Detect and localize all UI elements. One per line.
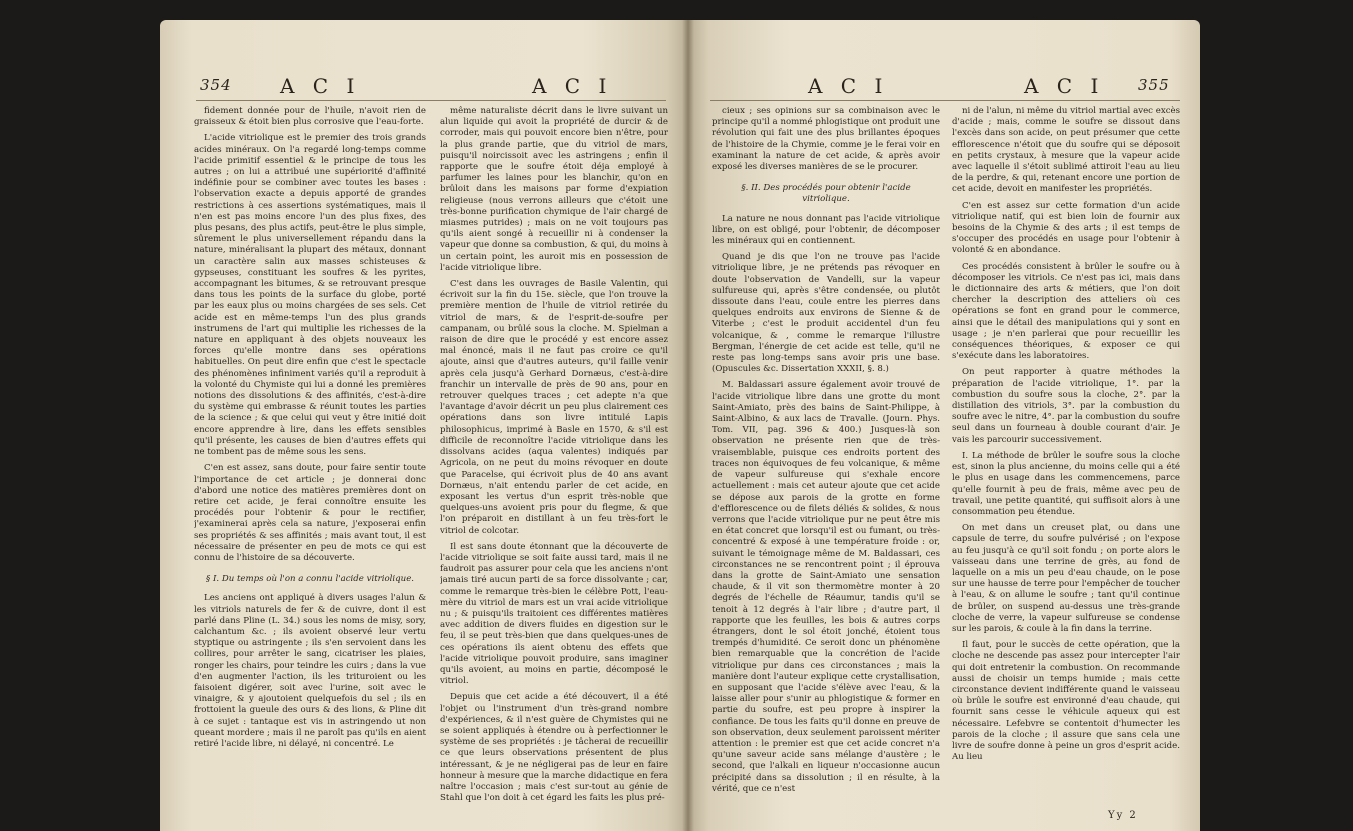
paragraph: Depuis que cet acide a été découvert, il a été l'objet ou l'instrument d'un très-grand nombre d'expériences, & il n'est guère de Chymistes qui ne se soient appliqués à étendre ou à perfectionner le système de ses propriétés : je tâcherai de recueillir ce que leurs observations présentent de plus intéressant, & je ne négligerai pas de leur en faire honneur à mesure que la marche didactique en fera naître l'occasion ; mais c'est sur-tout au génie de Stahl que l'on doit à cet égard les faits les plus pré- xyxy=(440,692,668,804)
section-heading: §. II. Des procédés pour obtenir l'acide vitriolique. xyxy=(741,183,911,205)
running-header: A C I xyxy=(532,74,613,98)
paragraph: cieux ; ses opinions sur sa combinaison avec le principe qu'il a nommé phlogistique ont produit une révolution qui fait une des plus brillantes époques de l'histoire de la Chymie, comme je le ferai voir en examinant la nature de cet acide, & après avoir exposé les diverses manières de se le procurer. xyxy=(712,106,940,173)
paragraph: On peut rapporter à quatre méthodes la préparation de l'acide vitriolique, 1°. par la combustion du soufre sous la cloche, 2°. par la distillation des vitriols, 3°. par la combustion du soufre avec le nitre, 4°. par la combustion du soufre seul dans un fourneau à double courant d'air. Je vais les parcourir successivement. xyxy=(952,367,1180,445)
open-book xyxy=(160,20,1200,831)
paragraph: M. Baldassari assure également avoir trouvé de l'acide vitriolique libre dans une grotte du mont Saint-Amiato, près des bains de Saint-Philippe, à Saint-Albino, & aux lacs de Travalle. (Journ. Phys. Tom. VII, pag. 396 & 400.) Jusques-là son observation ne présente rien que de très-vraisemblable, puisque ces endroits portent des traces non équivoques de feu volcanique, & même de vapeur sulfureuse qui s'exhale encore actuellement : mais cet auteur ajoute que cet acide se dépose aux parois de la grotte en forme d'efflorescence ou de filets déliés & solides, & nous verrons que l'acide vitriolique pur ne peut être mis en état concret que lorsqu'il est ou fumant, ou très-concentré & exposé à une température froide : or, suivant le témoignage même de M. Baldassari, ces circonstances ne se rencontrent point ; il éprouva dans la grotte de Saint-Amiato une sensation chaude, & il vit son thermomètre monter à 20 degrés de l'échelle de Réaumur, tandis qu'il se tenoit à 12 degrés à l'air libre ; d'autre part, il rapporte que les feuilles, les bois & autres corps étrangers, dont le sol étoit jonché, étoient tous trempés d'humidité. Ce seroit donc un phénomène bien remarquable que la concrétion de l'acide vitriolique pur dans ces circonstances ; mais la manière dont l'auteur explique cette crystallisation, en supposant que l'acide s'élève avec l'eau, & la laisse aller pour s'unir au phlogistique & former en partie du soufre, est peu propre à inspirer la confiance. De tous les faits qu'il donne en preuve de son observation, deux seulement paroissent mériter attention : le premier est que cet acide concret n'a qu'une saveur acide sans mélange d'austère ; le second, que l'alkali en liqueur n'occasionne aucun précipité dans sa dissolution ; il en résulte, à la vérité, que ce n'est xyxy=(712,380,940,794)
paragraph: ni de l'alun, ni même du vitriol martial avec excès d'acide ; mais, comme le soufre se dissout dans l'excès dans son acide, on peut présumer que cette efflorescence n'étoit que du soufre qui se déposoit en petits crystaux, à mesure que la vapeur acide avec laquelle il s'étoit sublimé attiroit l'eau au lieu de la perdre, & qui, retenant encore une portion de cet acide, devoit en manifester les propriétés. xyxy=(952,106,1180,195)
page-number: 354 xyxy=(200,76,232,94)
paragraph: Quand je dis que l'on ne trouve pas l'acide vitriolique libre, je ne prétends pas révoquer en doute l'observation de Vandelli, sur la vapeur sulfureuse qui, après s'être condensée, ou plutôt dissoute dans l'eau, coule entre les pierres dans quelques endroits aux environs de Sienne & de Viterbe ; c'est le produit accidentel d'un feu volcanique, & , comme le remarque l'illustre Bergman, l'énergie de cet acide est telle, qu'il ne reste pas long-temps sans avoir pris une base. (Opuscules &c. Dissertation XXXII, §. 8.) xyxy=(712,252,940,375)
paragraph: C'en est assez, sans doute, pour faire sentir toute l'importance de cet article ; je donnerai donc d'abord une notice des matières premières dont on retire cet acide, je ferai connoître ensuite les procédés pour l'obtenir & pour le rectifier, j'examinerai après cela sa nature, j'exposerai enfin ses propriétés & ses affinités ; mais avant tout, il est nécessaire de présenter en peu de mots ce qui est connu de l'histoire de sa découverte. xyxy=(194,463,426,563)
paragraph: Ces procédés consistent à brûler le soufre ou à décomposer les vitriols. Ce n'est pas ici, mais dans le dictionnaire des arts & métiers, que l'on doit chercher la description des atteliers où ces opérations se font en grand pour le commerce, ainsi que le détail des manipulations qui y sont en usage ; je n'en parlerai que pour recueillir les conséquences théoriques, & exposer ce qui s'exécute dans les laboratoires. xyxy=(952,261,1180,362)
book-spine xyxy=(682,20,694,831)
paragraph: Les anciens ont appliqué à divers usages l'alun & les vitriols naturels de fer & de cuivre, dont il est parlé dans Pline (L. 34.) sous les noms de misy, sory, calchantum &c. ; ils avoient observé leur vertu styptique ou astringente ; ils s'en servoient dans les collires, pour arrêter le sang, cicatriser les plaies, ronger les chairs, pour teindre les cuirs ; dans la vue d'en augmenter l'action, ils les trituroient ou les faisoient digérer, soit avec l'urine, soit avec le vinaigre, & y ajoutoient quelquefois du sel ; ils en frottoient la gueule des ours & des lions, & Pline dit à ce sujet : tantaque est vis in astringendo ut non queant mordere ; mais il ne paroît pas qu'ils en aient retiré l'acide libre, ni délayé, ni concentré. Le xyxy=(194,593,426,749)
header-rule xyxy=(710,100,1180,101)
signature-mark: Yy 2 xyxy=(1108,810,1138,821)
paragraph: On met dans un creuset plat, ou dans une capsule de terre, du soufre pulvérisé ; on l'expose au feu jusqu'à ce qu'il soit fondu ; on porte alors le vaisseau dans une terrine de grès, au fond de laquelle on a mis un peu d'eau chaude, on le pose sur une hausse de terre pour l'empêcher de toucher à l'eau, & on allume le soufre ; tant qu'il continue de brûler, on suspend au-dessus une très-grande cloche de verre, la vapeur sulfureuse se condense sur les parois, & coule à la fin dans la terrine. xyxy=(952,523,1180,634)
right-page xyxy=(688,20,1200,831)
text-column-1 xyxy=(194,106,426,755)
paragraph: Il faut, pour le succès de cette opération, que la cloche ne descende pas assez pour intercepter l'air qui doit entretenir la combustion. On recommande aussi de choisir un temps humide ; mais cette circonstance devient indifférente quand le vaisseau où brûle le soufre est environné d'eau chaude, qui fournit sans cesse le véhicule aqueux qui est nécessaire. Lefebvre se contentoit d'humecter les parois de la cloche ; il assure que sans cela une livre de soufre donne à peine un gros d'esprit acide. Au lieu xyxy=(952,640,1180,763)
paragraph: fidement donnée pour de l'huile, n'avoit rien de graisseux & étoit bien plus corrosive que l'eau-forte. xyxy=(194,106,426,128)
paragraph: même naturaliste décrit dans le livre suivant un alun liquide qui avoit la propriété de durcir & de corroder, mais qui pouvoit encore bien n'être, pour la plus grande partie, que du vitriol de mars, puisqu'il noircissoit avec les astringens ; enfin il rapporte que le soufre étoit déja employé à parfumer les laines pour les blanchir, qu'on en brûloit dans les maisons par forme d'expiation religieuse (nous verrons ailleurs que c'étoit une très-bonne purification chymique de l'air chargé de miasmes putrides) ; mais on ne voit toujours pas qu'ils aient songé à recueillir ni à condenser la vapeur que donne sa combustion, & qui, du moins à un certain point, les auroit mis en possession de l'acide vitriolique libre. xyxy=(440,106,668,273)
left-page xyxy=(160,20,688,831)
section-heading: § I. Du temps où l'on a connu l'acide vitriolique. xyxy=(205,574,415,585)
paragraph: L'acide vitriolique est le premier des trois grands acides minéraux. On l'a regardé long-temps comme l'acide primitif essentiel & le principe de tous les autres ; on lui a attribué une supériorité d'affinité indéfinie pour se combiner avec toutes les bases : l'observation exacte a depuis apporté de grandes restrictions à ces assertions systématiques, mais il n'en est pas moins encore l'un des plus fixes, des plus pesans, des plus actifs, peut-être le plus simple, sûrement le plus universellement répandu dans la nature, minéralisant la plupart des métaux, donnant un caractère salin aux masses schisteuses & gypseuses, constituant les soufres & les pyrites, accompagnant les bitumes, & se retrouvant presque dans tous les points de la surface du globe, porté par les eaux plus ou moins chargées de ses sels. Cet acide est en même-temps l'un des plus grands instrumens de l'art qui multiplie les richesses de la nature en appliquant à des objets nouveaux les forces qu'elle montre dans ses opérations habituelles. On peut dire enfin que c'est le spectacle des phénomènes infiniment variés qu'il a reproduit à la volonté du Chymiste qui lui a donné les premières notions des dissolutions & des affinités, c'est-à-dire du système qui embrasse & réunit toutes les parties de la science ; & que celui qui veut y être initié doit encore apprendre à lire, dans les effets sensibles qu'il présente, les causes de bien d'autres effets qui ne tombent pas de même sous les sens. xyxy=(194,133,426,458)
running-header: A C I xyxy=(808,74,889,98)
running-header: A C I xyxy=(280,74,361,98)
header-rule xyxy=(196,100,666,101)
paragraph: C'est dans les ouvrages de Basile Valentin, qui écrivoit sur la fin du 15e. siècle, que l'on trouve la première mention de l'huile de vitriol retirée du vitriol de mars, & de l'esprit-de-soufre per campanam, ou brûlé sous la cloche. M. Spielman a raison de dire que le procédé y est encore assez mal énoncé, mais il ne faut pas croire ce qu'il ajoute, ainsi que d'autres auteurs, qu'il faille venir après cela jusqu'à Gerhard Dornæus, c'est-à-dire franchir un intervalle de près de 90 ans, pour en retrouver quelques traces ; cet adepte n'a que l'avantage d'avoir décrit un peu plus clairement ces opérations dans son livre intitulé Lapis philosophicus, imprimé à Basle en 1570, & s'il est difficile de reconnoître l'acide vitriolique dans les dissolvans acides (aqua valentes) indiqués par Agricola, on ne peut du moins révoquer en doute que Paracelse, qui écrivoit plus de 40 ans avant Dornæus, n'ait entendu parler de cet acide, en exposant les vertus d'un esprit très-noble que quelques-uns avoient pris pour du flegme, & que l'on préparoit en distillant à un feu très-fort le vitriol de colcotar. xyxy=(440,279,668,536)
text-column-2 xyxy=(952,106,1180,806)
paragraph: C'en est assez sur cette formation d'un acide vitriolique natif, qui est bien loin de fournir aux besoins de la Chymie & des arts ; il est temps de s'occuper des procédés en usage pour l'obtenir à volonté & en abondance. xyxy=(952,200,1180,256)
paragraph: Il est sans doute étonnant que la découverte de l'acide vitriolique se soit faite aussi tard, mais il ne faudroit pas assurer pour cela que les anciens n'ont jamais tiré aucun parti de sa force dissolvante ; car, comme le remarque très-bien le célèbre Pott, l'eau-mère du vitriol de mars est un vrai acide vitriolique nu ; & puisqu'ils traitoient ces différentes matières avec addition de divers fluides en digestion sur le feu, il se peut très-bien que dans quelques-unes de ces opérations ils aient obtenu des effets que l'acide vitriolique pouvoit produire, sans imaginer qu'ils avoient, au moins en partie, décomposé le vitriol. xyxy=(440,541,668,687)
page-number: 355 xyxy=(1138,76,1170,94)
paragraph: I. La méthode de brûler le soufre sous la cloche est, sinon la plus ancienne, du moins celle qui a été le plus en usage dans les commencemens, parce qu'elle fournit à peu de frais, même avec peu de travail, une petite quantité, qui suffisoit alors à une consommation peu étendue. xyxy=(952,450,1180,517)
running-header: A C I xyxy=(1024,74,1105,98)
paragraph: La nature ne nous donnant pas l'acide vitriolique libre, on est obligé, pour l'obtenir, de décomposer les minéraux qui en contiennent. xyxy=(712,213,940,247)
text-column-1 xyxy=(712,106,940,800)
text-column-2 xyxy=(440,106,668,809)
